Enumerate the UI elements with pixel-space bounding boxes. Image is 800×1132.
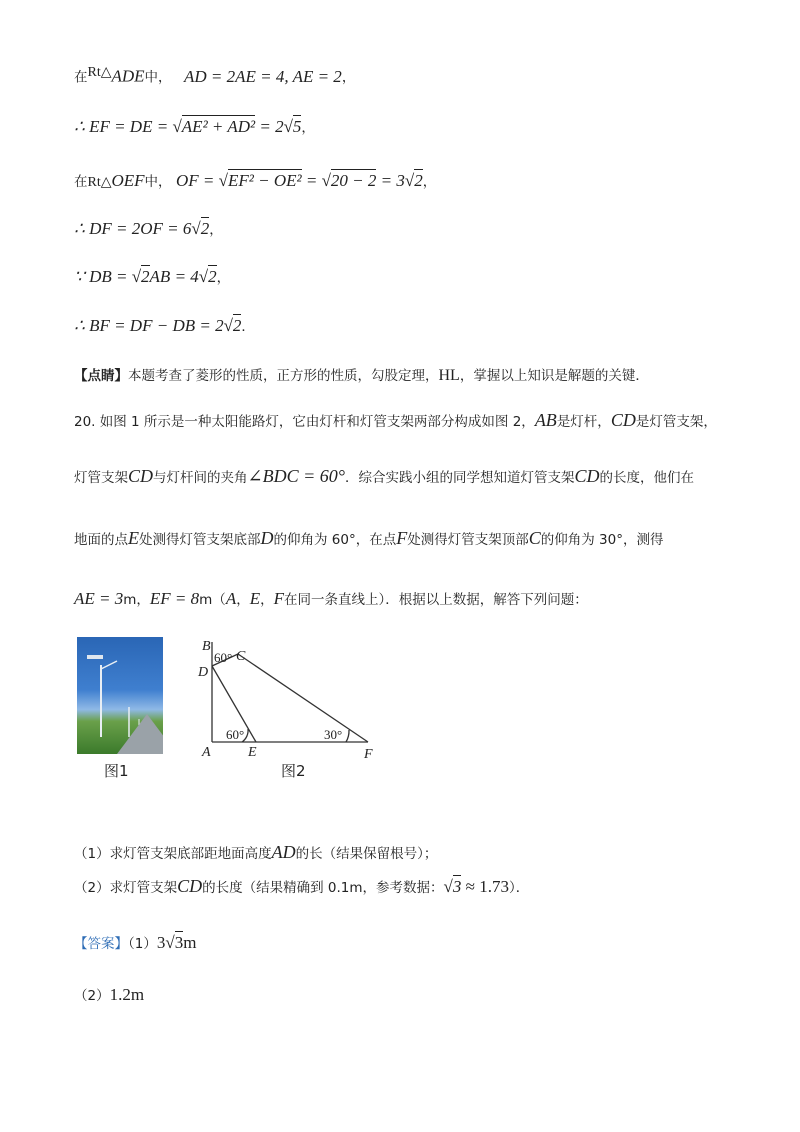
label-c: C <box>236 649 246 664</box>
equation: = 3 <box>376 171 405 190</box>
punct: ， <box>422 174 437 190</box>
punct: ， <box>341 69 356 86</box>
label-d: D <box>198 665 209 680</box>
ef-value: EF = 8 <box>149 589 200 608</box>
solution-line-6: ∴ BF = DF − DB = 2√2． <box>74 316 255 335</box>
solution-line-5: ∵ DB = √2AB = 4√2， <box>74 267 231 286</box>
var-f: F <box>273 589 284 608</box>
label-f: F <box>364 747 373 762</box>
answer-label: （1） <box>128 936 157 952</box>
equation: ∵ DB = <box>74 267 132 286</box>
text: （2）求灯管支架 <box>74 880 178 896</box>
var-e: E <box>128 528 139 548</box>
solution-line-1 <box>74 64 355 87</box>
road <box>117 714 163 754</box>
punct: ， <box>236 592 250 608</box>
punct: ， <box>216 270 231 286</box>
equation: AB = 4 <box>149 267 199 286</box>
part-1 <box>74 842 437 863</box>
answer-line-2 <box>74 984 144 1005</box>
text: ）． <box>508 880 530 896</box>
text: 的长度（结果精确到 0.1m，参考数据： <box>202 880 444 896</box>
angle-top-label: 60° <box>214 650 233 665</box>
text: （1）求灯管支架底部距地面高度 <box>74 846 272 862</box>
text: 中， <box>144 69 172 86</box>
var-cd: CD <box>574 466 600 486</box>
unit: m（ <box>199 592 226 608</box>
var-a: A <box>225 589 237 608</box>
punct: ， <box>209 222 223 238</box>
q20-line-2 <box>74 466 694 487</box>
text: 处测得灯管支架底部 <box>139 532 261 548</box>
text: 在 <box>74 174 88 190</box>
label-e: E <box>248 745 257 760</box>
var-f: F <box>396 528 408 548</box>
rt-label: Rt△ <box>87 65 112 80</box>
text: ．综合实践小组的同学想知道灯管支架 <box>344 470 575 486</box>
radicand: AE² + AD² <box>181 117 256 136</box>
var-c: C <box>528 528 541 548</box>
fig2-caption: 图2 <box>281 762 306 780</box>
unit: m， <box>123 592 150 608</box>
text: 灯管支架 <box>74 470 128 486</box>
radicand: 5 <box>292 117 302 136</box>
text: 的长（结果保留根号）； <box>295 846 438 862</box>
punct: ， <box>260 592 274 608</box>
equation: = 2 <box>255 117 284 136</box>
q20-line-4 <box>74 588 588 609</box>
q20-line-3 <box>74 528 663 549</box>
text: 的长度，他们在 <box>599 470 694 486</box>
text: 是灯杆， <box>556 414 611 430</box>
rt-label: Rt△ <box>87 175 112 190</box>
answer-tag: 【答案】 <box>74 936 128 952</box>
comment-text-2: ，掌握以上知识是解题的关键． <box>459 368 649 384</box>
label-a: A <box>202 745 211 760</box>
text: 中， <box>144 174 172 190</box>
triangle-name: ADE <box>111 66 145 86</box>
text: 在同一条直线上）．根据以上数据，解答下列问题： <box>283 592 588 608</box>
punct: ． <box>241 319 255 335</box>
punct: ， <box>301 120 315 136</box>
geometry-diagram <box>196 636 386 766</box>
var-cd: CD <box>128 466 154 486</box>
text: 地面的点 <box>74 532 128 548</box>
radicand: 3 <box>174 933 184 952</box>
radicand: EF² − OE² <box>227 171 302 190</box>
label-b: B <box>202 639 211 654</box>
radicand: 2 <box>414 171 423 190</box>
var-ad: AD <box>271 842 296 862</box>
answer-line-1: 【答案】（1）3√3m <box>74 933 197 952</box>
equation: = <box>301 171 322 190</box>
approx-value: ≈ 1.73 <box>461 877 509 896</box>
equation: ∴ EF = DE = <box>74 117 173 136</box>
radicand: 2 <box>200 219 210 238</box>
fig1-caption: 图1 <box>104 762 129 780</box>
angle-f-arc <box>346 730 349 742</box>
var-cd: CD <box>177 876 203 896</box>
line-cf <box>238 654 368 742</box>
angle-f-label: 30° <box>324 727 343 742</box>
angle-bdc: ∠BDC = 60° <box>247 466 345 486</box>
comment-tag: 【点睛】 <box>74 368 128 384</box>
angle-e-label: 60° <box>226 727 245 742</box>
radicand: 2 <box>141 267 150 286</box>
solution-line-2: ∴ EF = DE = √AE² + AD² = 2√5， <box>74 117 315 136</box>
solution-line-3: 在Rt△OEF中， OF = √EF² − OE² = √20 − 2 = 3√2， <box>74 171 437 190</box>
radicand: 2 <box>232 316 242 335</box>
radicand: 20 − 2 <box>330 171 377 190</box>
equation: AD = 2AE = 4, AE = 2 <box>184 66 342 86</box>
text: 与灯杆间的夹角 <box>153 470 248 486</box>
answer-label: （2） <box>74 988 110 1004</box>
street-lamp-photo <box>77 637 163 754</box>
text: 在 <box>74 69 88 86</box>
text: 是灯管支架， <box>635 414 717 430</box>
comment-line <box>74 364 649 385</box>
hl-term: HL <box>438 367 460 384</box>
equation: OF = <box>176 171 219 190</box>
part-2: （2）求灯管支架CD的长度（结果精确到 0.1m，参考数据：√3 ≈ 1.73）． <box>74 876 530 896</box>
q20-line-1 <box>74 410 717 431</box>
answer-value: 3 <box>156 933 166 952</box>
text: 的仰角为 30°，测得 <box>540 532 664 548</box>
radicand: 2 <box>208 267 217 286</box>
text: 20. 如图 1 所示是一种太阳能路灯，它由灯杆和灯管支架两部分构成如图 2， <box>74 414 535 430</box>
solution-line-4: ∴ DF = 2OF = 6√2， <box>74 219 223 238</box>
radicand: 3 <box>452 877 462 896</box>
equation: ∴ DF = 2OF = 6 <box>74 219 192 238</box>
var-d: D <box>260 528 274 548</box>
text: 处测得灯管支架顶部 <box>407 532 529 548</box>
var-cd: CD <box>610 410 636 430</box>
triangle-name: OEF <box>111 171 145 190</box>
unit: m <box>183 933 197 952</box>
var-e: E <box>249 589 261 608</box>
comment-text: 本题考查了菱形的性质，正方形的性质，勾股定理， <box>128 368 439 384</box>
text: 的仰角为 60°，在点 <box>273 532 397 548</box>
var-ab: AB <box>534 410 557 430</box>
ae-value: AE = 3 <box>74 589 124 608</box>
equation: ∴ BF = DF − DB = 2 <box>74 316 224 335</box>
answer-value: 1.2m <box>109 985 145 1004</box>
